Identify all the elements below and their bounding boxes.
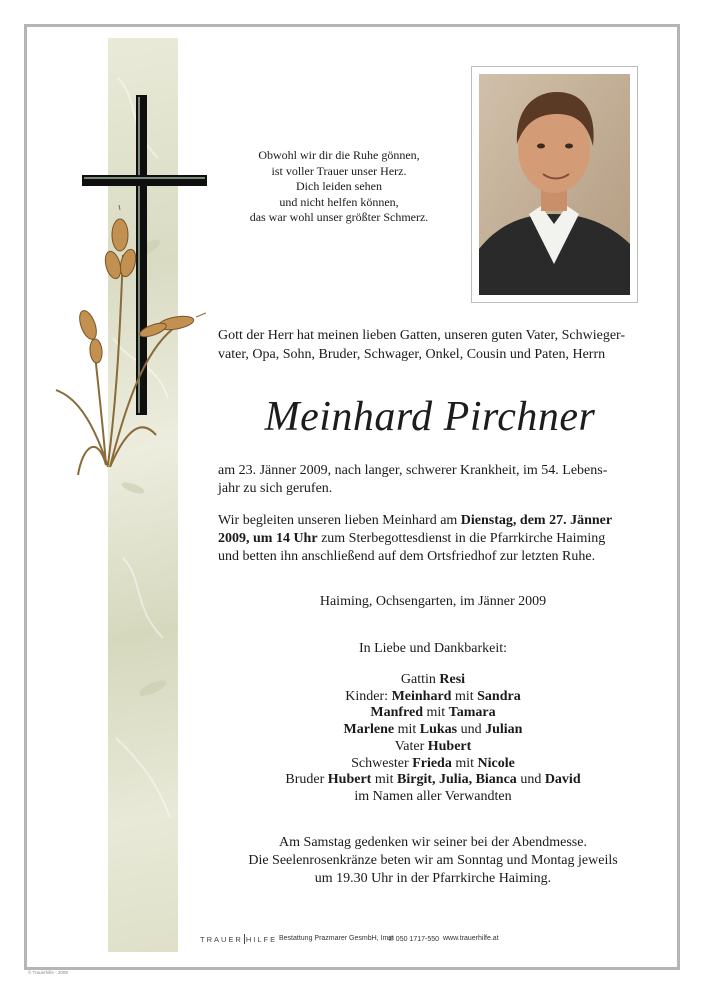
- family-line: [218, 705, 648, 722]
- poem: Obwohl wir dir die Ruhe gönnen, ist voller Trauer unser Herz. Dich leiden sehen und nicht helfen können, das war wohl unser größter Schmerz.: [249, 148, 429, 224]
- family-list: [218, 672, 648, 806]
- family-name: Resi: [439, 672, 466, 687]
- family-name: Frieda: [412, 755, 452, 771]
- closing-text: Am Samstag gedenken wir seiner bei der Abendmesse. Die Seelenrosenkränze beten wir am Sonntag und Montag jeweils um 19.30 Uhr in der Pfarrkirche Haiming.: [248, 835, 618, 886]
- family-text: und: [516, 772, 545, 788]
- family-name: Meinhard: [391, 688, 452, 704]
- family-name: Marlene: [343, 722, 395, 738]
- family-text: und: [457, 722, 486, 738]
- company-name: Bestattung Prazmarer GesmbH, Imst: [279, 935, 394, 942]
- family-text: Schwester: [351, 755, 413, 771]
- place-date: Haiming, Ochsengarten, im Jänner 2009: [319, 594, 547, 609]
- family-name: Julian: [485, 722, 523, 738]
- portrait-photo: [479, 74, 630, 295]
- family-name: Lukas: [419, 722, 458, 738]
- family-line: [218, 689, 648, 706]
- trauerhilfe-logo: [200, 934, 278, 944]
- family-line: [218, 672, 648, 689]
- intro-text: Gott der Herr hat meinen lieben Gatten, unseren guten Vater, Schwieger- vater, Opa, Sohn, Bruder, Schwager, Onkel, Cousin und Paten, Herrn: [218, 328, 626, 362]
- family-name: Sandra: [477, 688, 521, 704]
- family-text: im Namen aller Verwandten: [354, 788, 512, 804]
- family-text: mit: [423, 705, 449, 721]
- logo-right: HILFE: [245, 935, 278, 944]
- family-name: Hubert: [427, 738, 472, 754]
- family-text: mit: [451, 755, 478, 771]
- family-text: Vater: [394, 738, 428, 754]
- logo-left: TRAUER: [200, 935, 243, 944]
- family-line: [218, 789, 648, 806]
- footer: [200, 933, 540, 947]
- family-line: [218, 772, 648, 789]
- family-name: Birgit, Julia, Bianca: [397, 772, 517, 788]
- family-text: Gattin: [400, 672, 440, 687]
- family-text: mit: [394, 722, 420, 738]
- family-name: Hubert: [327, 772, 372, 788]
- family-text: mit: [451, 688, 478, 704]
- gratitude-line: In Liebe und Dankbarkeit:: [358, 641, 508, 656]
- family-name: Manfred: [370, 705, 423, 721]
- deceased-name: Meinhard Pirchner: [264, 394, 596, 440]
- family-name: Nicole: [477, 755, 515, 771]
- phone-number: ✆ 050 1717-550: [388, 936, 440, 943]
- family-line: [218, 756, 648, 773]
- service-text-after: zum Sterbegottesdienst in die Pfarrkirche Haiming und betten ihn anschließend auf dem Ortsfriedhof zur letzten Ruhe.: [218, 531, 606, 564]
- service-paragraph: [218, 512, 648, 566]
- family-line: [218, 722, 648, 739]
- family-text: Kinder:: [345, 688, 392, 704]
- family-text: Bruder: [285, 772, 328, 788]
- service-date: Dienstag, dem 27. Jänner 2009, um 14 Uhr: [218, 513, 613, 546]
- death-notice: am 23. Jänner 2009, nach langer, schwerer Krankheit, im 54. Lebens- jahr zu sich gerufen.: [218, 463, 608, 496]
- wheat-icon: [48, 205, 208, 505]
- credit-text: © Trauerhilfe · 2009: [28, 970, 68, 975]
- family-name: David: [544, 772, 581, 788]
- family-line: [218, 739, 648, 756]
- website-link[interactable]: www.trauerhilfe.at: [443, 935, 499, 942]
- service-text-before: Wir begleiten unseren lieben Meinhard am: [218, 513, 461, 528]
- family-name: Tamara: [448, 705, 496, 721]
- family-text: mit: [371, 772, 398, 788]
